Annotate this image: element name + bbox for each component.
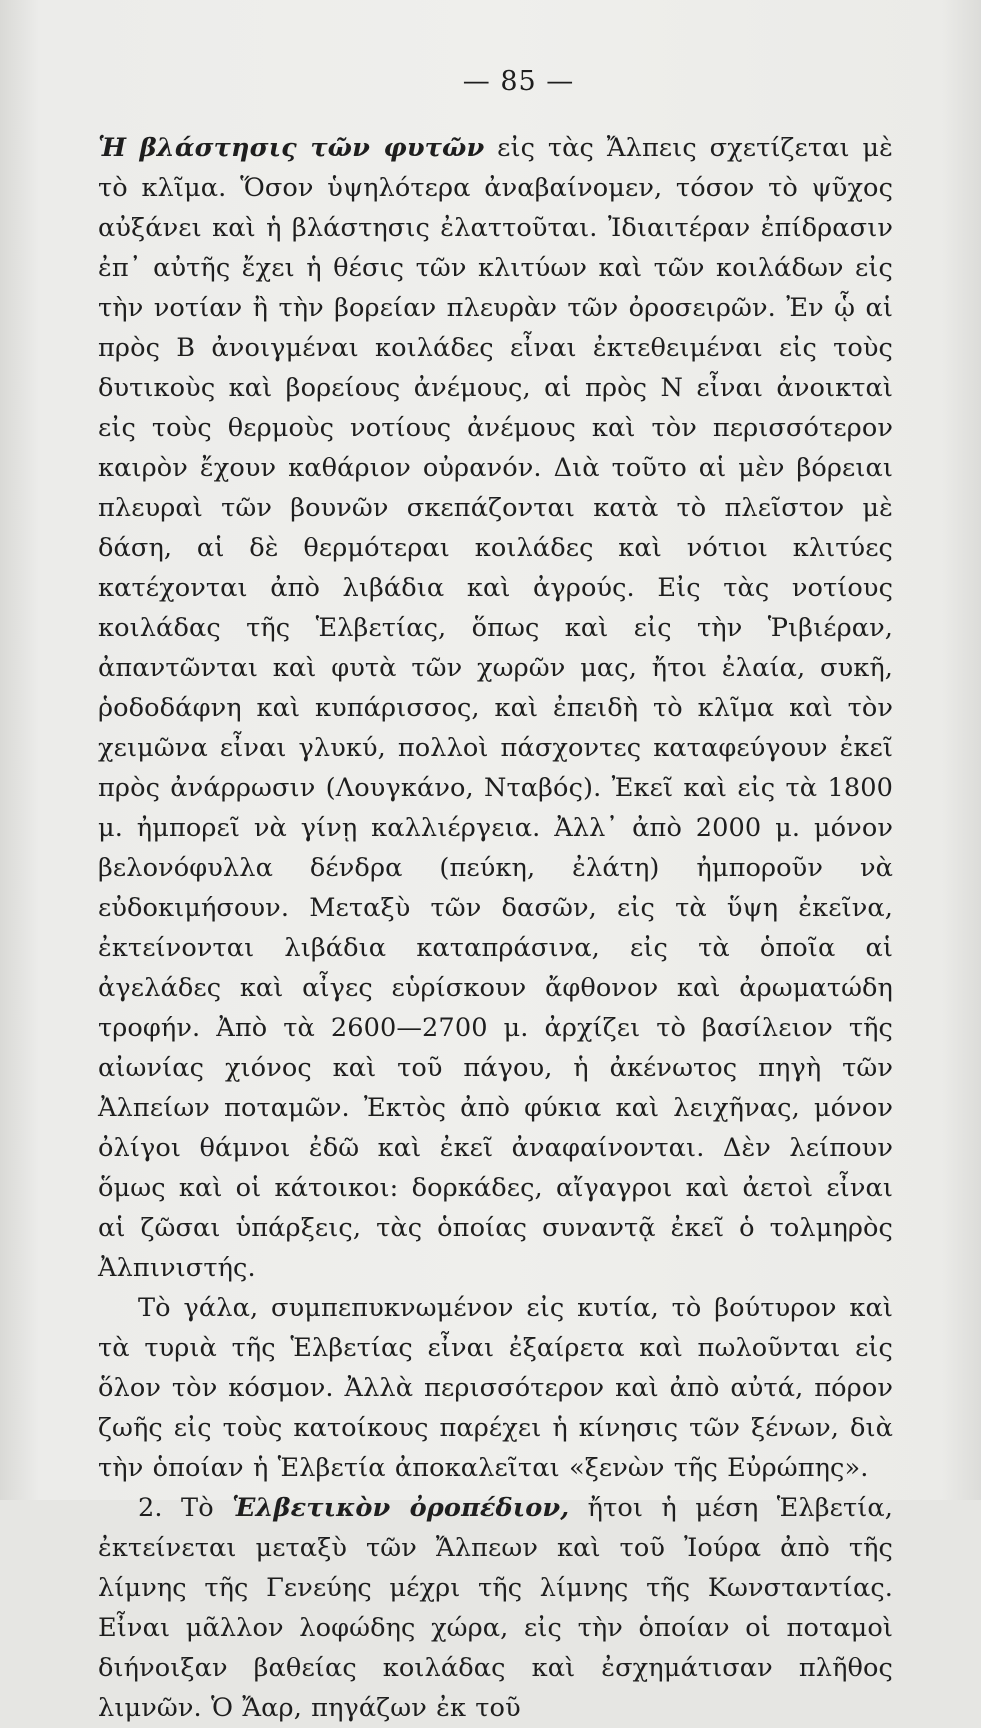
paragraph-lead: Ἡ βλάστησις τῶν φυτῶν [98, 133, 485, 163]
paragraph-vegetation [98, 128, 893, 1288]
paragraph-plateau [98, 1488, 893, 1728]
paragraph-text: εἰς τὰς Ἄλπεις σχετίζεται μὲ τὸ κλῖμα. Ὅσον ὑψηλότερα ἀναβαίνομεν, τόσον τὸ ψῦχος αὐξάνει καὶ ἡ βλάστησις ἐλαττοῦται. Ἰδιαιτέραν ἐπίδρασιν ἐπ᾽ αὐτῆς ἔχει ἡ θέσις τῶν κλιτύων καὶ τῶν κοιλάδων εἰς τὴν νοτίαν ἢ τὴν βορείαν πλευρὰν τῶν ὀροσειρῶν. Ἐν ᾧ αἱ πρὸς Β ἀνοιγμέναι κοιλάδες εἶναι ἐκτεθειμέναι εἰς τοὺς δυτικοὺς καὶ βορείους ἀνέμους, αἱ πρὸς Ν εἶναι ἀνοικταὶ εἰς τοὺς θερμοὺς νοτίους ἀνέμους καὶ τὸν περισσότερον καιρὸν ἔχουν καθάριον οὐρανόν. Διὰ τοῦτο αἱ μὲν βόρειαι πλευραὶ τῶν βουνῶν σκεπάζονται κατὰ τὸ πλεῖστον μὲ δάση, αἱ δὲ θερμότεραι κοιλάδες καὶ νότιοι κλιτύες κατέχονται ἀπὸ λιβάδια καὶ ἀγρούς. Εἰς τὰς νοτίους κοιλάδας τῆς Ἑλβετίας, ὅπως καὶ εἰς τὴν Ῥιβιέραν, ἀπαντῶνται καὶ φυτὰ τῶν χωρῶν μας, ἤτοι ἐλαία, συκῆ, ῥοδοδάφνη καὶ κυπάρισσος, καὶ ἐπειδὴ τὸ κλῖμα καὶ τὸν χειμῶνα εἶναι γλυκύ, πολλοὶ πάσχοντες καταφεύγουν ἐκεῖ πρὸς ἀνάρρωσιν (Λουγκάνο, Νταβός). Ἐκεῖ καὶ εἰς τὰ 1800 μ. ἠμπορεῖ νὰ γίνῃ καλλιέργεια. Ἀλλ᾽ ἀπὸ 2000 μ. μόνον βελονόφυλλα δένδρα (πεύκη, ἐλάτη) ἠμποροῦν νὰ εὐδοκιμήσουν. Μεταξὺ τῶν δασῶν, εἰς τὰ ὕψη ἐκεῖνα, ἐκτείνονται λιβάδια καταπράσινα, εἰς τὰ ὁποῖα αἱ ἀγελάδες καὶ αἶγες εὑρίσκουν ἄφθονον καὶ ἀρωματώδη τροφήν. Ἀπὸ τὰ 2600—2700 μ. ἀρχίζει τὸ βασίλειον τῆς αἰωνίας χιόνος καὶ τοῦ πάγου, ἡ ἀκένωτος πηγὴ τῶν Ἀλπείων ποταμῶν. Ἐκτὸς ἀπὸ φύκια καὶ λειχῆνας, μόνον ὀλίγοι θάμνοι ἐδῶ καὶ ἐκεῖ ἀναφαίνονται. Δὲν λείπουν ὅμως καὶ οἱ κάτοικοι: δορκάδες, αἴγαγροι καὶ ἀετοὶ εἶναι αἱ ζῶσαι ὑπάρξεις, τὰς ὁποίας συναντᾷ ἐκεῖ ὁ τολμηρὸς Ἀλπινιστής. [98, 133, 894, 1283]
paragraph-prefix: 2. Τὸ [138, 1493, 233, 1523]
paragraph-dairy [98, 1288, 893, 1488]
paragraph-text: ἤτοι ἡ μέση Ἑλβετία, ἐκτείνεται μεταξὺ τῶν Ἄλπεων καὶ τοῦ Ἰούρα ἀπὸ τῆς λίμνης τῆς Γενεύης μέχρι τῆς λίμνης τῆς Κωνσταντίας. Εἶναι μᾶλλον λοφώδης χώρα, εἰς τὴν ὁποίαν οἱ ποταμοὶ διήνοιξαν βαθείας κοιλάδας καὶ ἐσχημάτισαν πλῆθος λιμνῶν. Ὁ Ἄαρ, πηγάζων ἐκ τοῦ [98, 1493, 894, 1723]
paragraph-lead: Ἑλβετικὸν ὀροπέδιον, [232, 1493, 570, 1523]
paragraph-text: Τὸ γάλα, συμπεπυκνωμένον εἰς κυτία, τὸ βούτυρον καὶ τὰ τυριὰ τῆς Ἑλβετίας εἶναι ἐξαίρετα καὶ πωλοῦνται εἰς ὅλον τὸν κόσμον. Ἀλλὰ περισσότερον καὶ ἀπὸ αὐτά, πόρον ζωῆς εἰς τοὺς κατοίκους παρέχει ἡ κίνησις τῶν ξένων, διὰ τὴν ὁποίαν ἡ Ἑλβετία ἀποκαλεῖται «ξενὼν τῆς Εὐρώπης». [98, 1293, 893, 1483]
page-number: — 85 — [462, 66, 575, 97]
